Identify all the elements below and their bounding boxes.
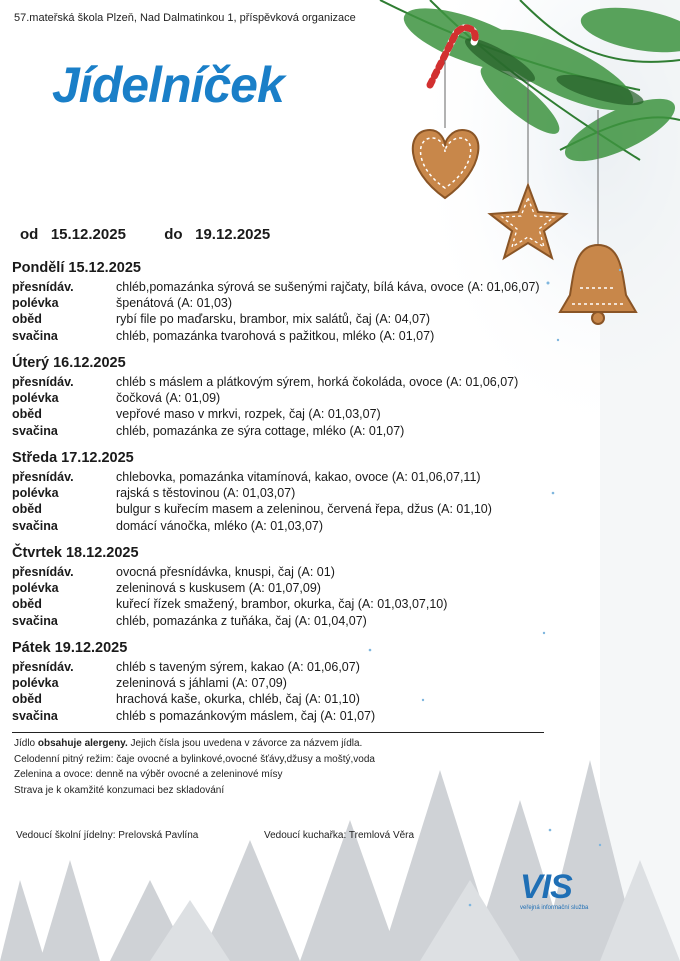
meal-label: svačina (12, 708, 58, 723)
meal-row (12, 328, 612, 344)
day-friday (12, 640, 612, 724)
meal-label: přesnídáv. (12, 280, 74, 294)
meal-row (12, 675, 612, 691)
day-monday (12, 260, 612, 344)
meal-row (12, 295, 612, 311)
vis-logo (520, 868, 616, 928)
logo-subtitle: veřejná informační služba (520, 905, 589, 911)
meal-label: oběd (12, 597, 42, 612)
meal-text: chléb s taveným sýrem, kakao (A: 01,06,07) (116, 660, 360, 674)
page-title: Jídelníček (52, 57, 284, 113)
meal-label: oběd (12, 502, 42, 517)
meal-label: polévka (12, 581, 59, 596)
from-label: od (20, 226, 39, 243)
allergen-suffix: Jejich čísla jsou uvedena v závorce za názvem jídla. (127, 738, 363, 749)
meal-text: chléb,pomazánka sýrová se sušenými rajčaty, bílá káva, ovoce (A: 01,06,07) (116, 280, 540, 294)
meal-label: polévka (12, 296, 59, 311)
allergen-note (14, 736, 375, 752)
meal-label: polévka (12, 676, 59, 691)
meal-text: chléb s máslem a plátkovým sýrem, horká čokoláda, ovoce (A: 01,06,07) (116, 375, 519, 389)
day-title: Čtvrtek 18.12.2025 (12, 545, 139, 561)
divider (12, 732, 544, 733)
meal-text: ovocná přesnídávka, knuspi, čaj (A: 01) (116, 565, 335, 579)
day-wednesday (12, 450, 612, 534)
meal-row (12, 564, 612, 580)
meal-row (12, 279, 612, 295)
meal-text: chléb s pomazánkovým máslem, čaj (A: 01,07) (116, 708, 376, 723)
meal-row (12, 708, 612, 724)
meal-text: chléb, pomazánka tvarohová s pažitkou, mléko (A: 01,07) (116, 328, 435, 343)
meal-row (12, 374, 612, 390)
meal-label: přesnídáv. (12, 470, 74, 484)
meal-label: oběd (12, 692, 42, 707)
meal-row (12, 485, 612, 501)
meal-row (12, 501, 612, 517)
consumption-note: Strava je k okamžité konzumaci bez skladování (14, 785, 225, 797)
meal-label: svačina (12, 328, 58, 343)
meal-label: polévka (12, 486, 59, 501)
logo-text: VIS (520, 868, 572, 906)
drinking-note: Celodenní pitný režim: čaje ovocné a bylinkové,ovocné šťávy,džusy a moštý,voda (14, 753, 375, 765)
meal-text: chléb, pomazánka ze sýra cottage, mléko (A: 01,07) (116, 423, 405, 438)
meal-text: kuřecí řízek smažený, brambor, okurka, čaj (A: 01,03,07,10) (116, 597, 448, 612)
meal-row (12, 580, 612, 596)
meal-text: rajská s těstovinou (A: 01,03,07) (116, 486, 296, 501)
meal-row (12, 613, 612, 629)
organization-name: 57.mateřská škola Plzeň, Nad Dalmatinkou 1, příspěvková organizace (14, 12, 356, 24)
meal-label: přesnídáv. (12, 565, 74, 579)
meal-row (12, 691, 612, 707)
meal-row (12, 596, 612, 612)
meal-text: špenátová (A: 01,03) (116, 296, 233, 311)
meal-label: svačina (12, 518, 58, 533)
meal-text: zeleninová s kuskusem (A: 01,07,09) (116, 581, 321, 596)
to-label: do (164, 226, 183, 243)
meal-label: oběd (12, 407, 42, 422)
meal-row (12, 423, 612, 439)
day-thursday (12, 545, 612, 629)
meal-text: rybí file po maďarsku, brambor, mix salátů, čaj (A: 04,07) (116, 312, 431, 327)
meal-text: chléb, pomazánka z tuňáka, čaj (A: 01,04,07) (116, 613, 367, 628)
from-date: 15.12.2025 (50, 226, 126, 243)
to-date: 19.12.2025 (195, 226, 271, 243)
meal-label: oběd (12, 312, 42, 327)
meal-text: chlebovka, pomazánka vitamínová, kakao, ovoce (A: 01,06,07,11) (116, 470, 481, 484)
meal-label: svačina (12, 423, 58, 438)
meal-row (12, 311, 612, 327)
meal-row (12, 518, 612, 534)
meal-row (12, 406, 612, 422)
meal-text: zeleninová s jáhlami (A: 07,09) (116, 676, 287, 691)
notes (14, 736, 375, 799)
allergen-prefix: Jídlo (14, 738, 38, 749)
meal-text: bulgur s kuřecím masem a zeleninou, červená řepa, džus (A: 01,10) (116, 502, 492, 517)
meal-text: vepřové maso v mrkvi, rozpek, čaj (A: 01,03,07) (116, 407, 381, 422)
meal-row (12, 390, 612, 406)
meal-label: přesnídáv. (12, 375, 74, 389)
meal-row (12, 469, 612, 485)
day-tuesday (12, 355, 612, 439)
meal-row (12, 659, 612, 675)
meal-text: domácí vánočka, mléko (A: 01,03,07) (116, 518, 324, 533)
day-title: Pátek 19.12.2025 (12, 640, 128, 656)
meal-label: polévka (12, 391, 59, 406)
day-title: Pondělí 15.12.2025 (12, 260, 141, 276)
head-cook: Vedoucí kuchařka: Tremlová Věra (264, 830, 415, 841)
meal-text: čočková (A: 01,09) (116, 391, 221, 406)
allergen-bold: obsahuje alergeny. (37, 738, 128, 749)
day-title: Úterý 16.12.2025 (12, 355, 126, 371)
meal-label: přesnídáv. (12, 660, 74, 674)
fruit-note: Zelenina a ovoce: denně na výběr ovocné a zeleninové mísy (14, 769, 283, 781)
date-range (20, 226, 270, 243)
meal-label: svačina (12, 613, 58, 628)
meal-text: hrachová kaše, okurka, chléb, čaj (A: 01,10) (116, 692, 360, 707)
head-canteen: Vedoucí školní jídelny: Prelovská Pavlína (16, 830, 199, 841)
day-title: Středa 17.12.2025 (12, 450, 134, 466)
